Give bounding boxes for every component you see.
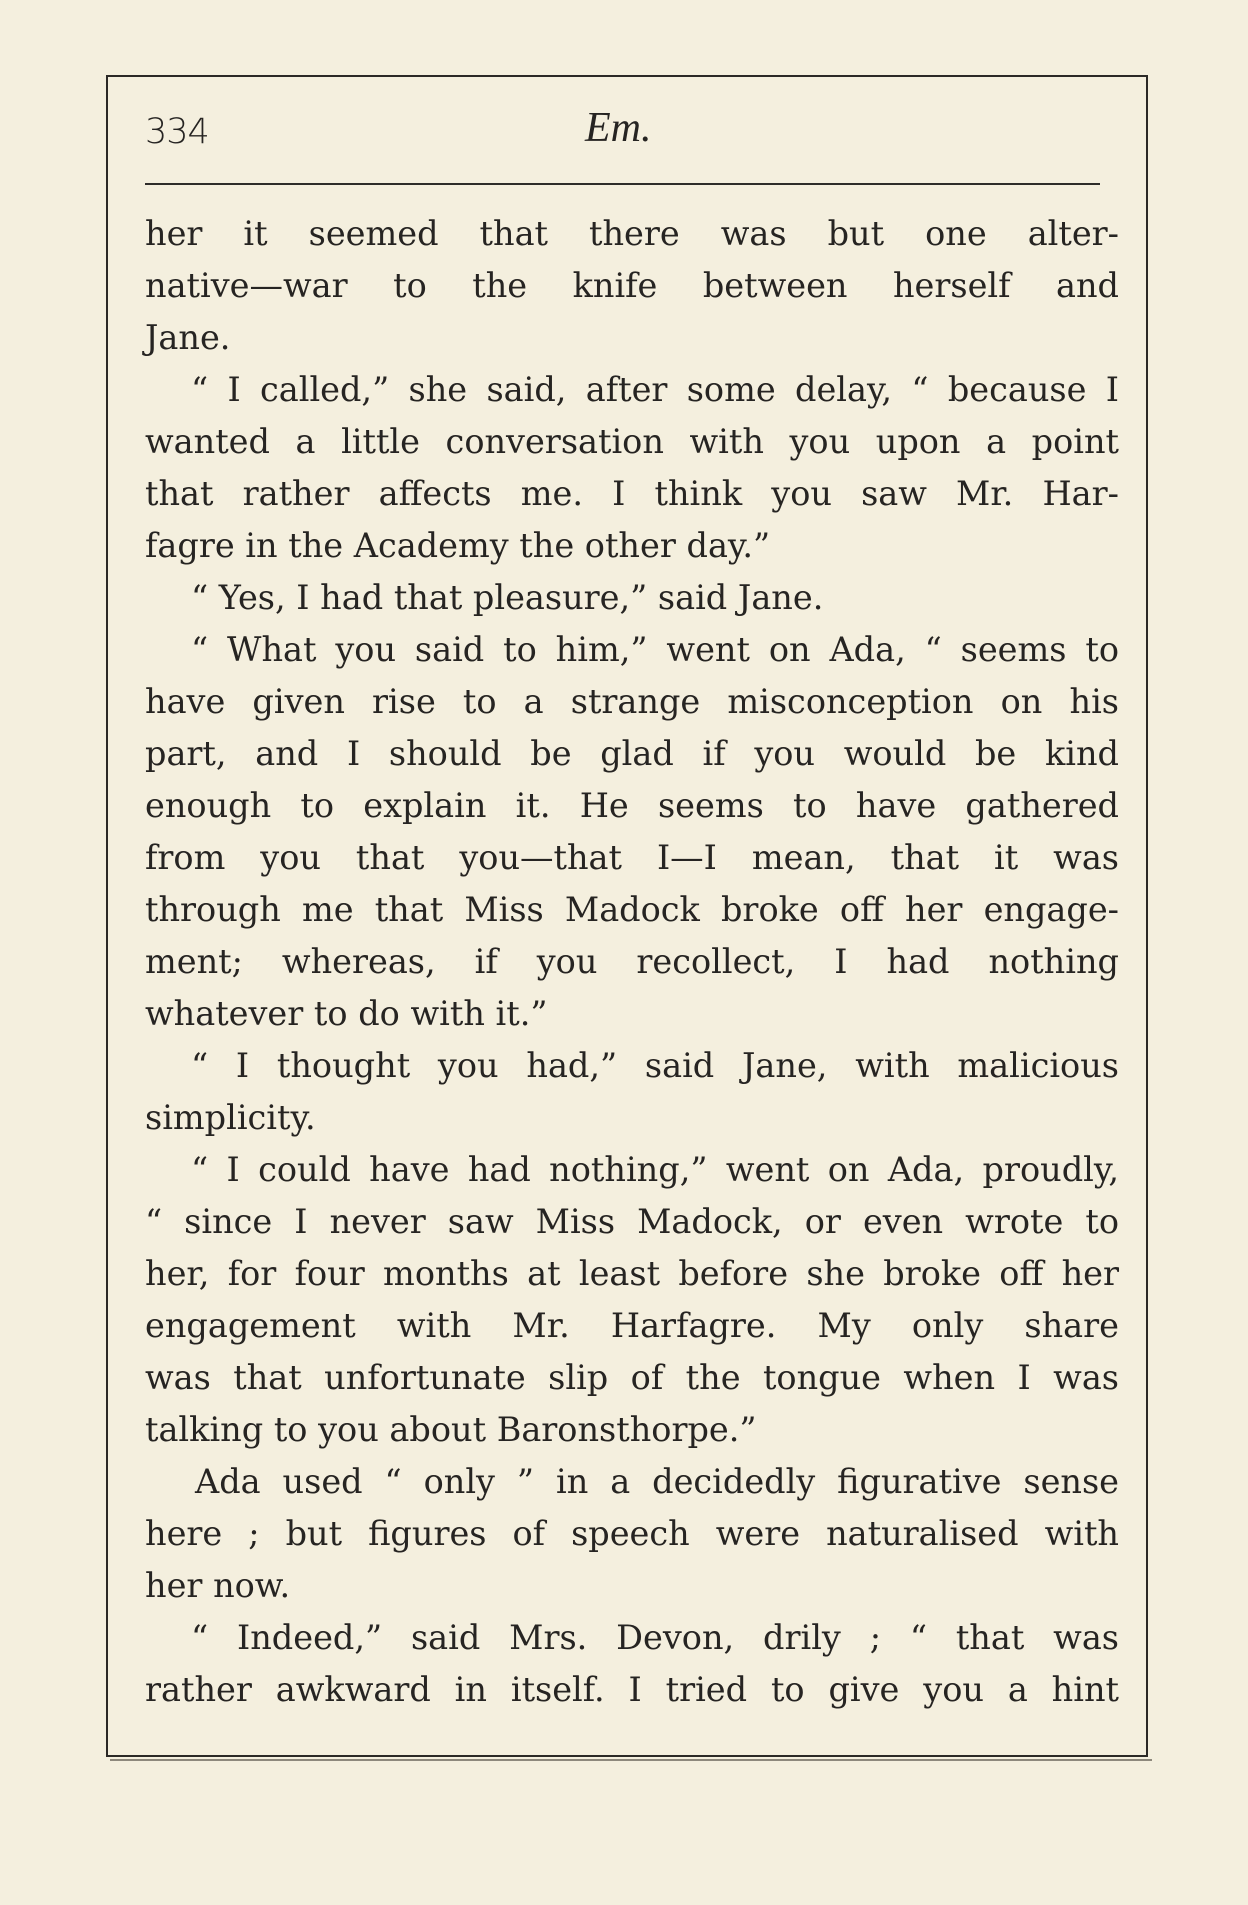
page-border-shadow bbox=[110, 1759, 1152, 1761]
text-line: engagement with Mr. Harfagre. My only share bbox=[145, 1306, 1119, 1345]
text-line: Ada used “ only ” in a decidedly figurative sense bbox=[195, 1462, 1119, 1501]
running-title: Em. bbox=[585, 105, 652, 151]
text-line: her, for four months at least before she broke off her bbox=[145, 1254, 1119, 1293]
text-line: “ Yes, I had that pleasure,” said Jane. bbox=[191, 578, 824, 617]
text-line: “ since I never saw Miss Madock, or even wrote to bbox=[145, 1202, 1119, 1241]
text-line: her now. bbox=[145, 1566, 291, 1605]
body-text bbox=[145, 208, 1119, 1716]
page-number: 334 bbox=[145, 112, 209, 152]
text-line: have given rise to a strange misconception on his bbox=[145, 682, 1119, 721]
text-line: wanted a little conversation with you upon a point bbox=[145, 422, 1119, 461]
text-line: “ I could have had nothing,” went on Ada, proudly, bbox=[191, 1150, 1119, 1189]
text-line: here ; but figures of speech were naturalised with bbox=[145, 1514, 1119, 1553]
text-line: part, and I should be glad if you would be kind bbox=[145, 734, 1119, 773]
text-line: her it seemed that there was but one alter- bbox=[145, 214, 1119, 253]
text-line: fagre in the Academy the other day.” bbox=[145, 526, 771, 565]
text-line: through me that Miss Madock broke off her engage- bbox=[145, 890, 1119, 929]
text-line: that rather affects me. I think you saw Mr. Har- bbox=[145, 474, 1119, 513]
text-line: enough to explain it. He seems to have gathered bbox=[145, 786, 1119, 825]
text-line: “ What you said to him,” went on Ada, “ seems to bbox=[191, 630, 1119, 669]
text-line: native—war to the knife between herself and bbox=[145, 266, 1119, 305]
text-line: from you that you—that I—I mean, that it was bbox=[145, 838, 1119, 877]
page-header bbox=[145, 105, 1100, 182]
text-line: Jane. bbox=[145, 318, 231, 357]
text-line: was that unfortunate slip of the tongue when I was bbox=[145, 1358, 1119, 1397]
text-line: “ Indeed,” said Mrs. Devon, drily ; “ that was bbox=[191, 1618, 1119, 1657]
text-line: “ I thought you had,” said Jane, with malicious bbox=[191, 1046, 1119, 1085]
text-line: whatever to do with it.” bbox=[145, 994, 548, 1033]
text-line: ment; whereas, if you recollect, I had nothing bbox=[145, 942, 1119, 981]
header-rule bbox=[145, 183, 1100, 185]
text-line: simplicity. bbox=[145, 1098, 316, 1137]
text-line: talking to you about Baronsthorpe.” bbox=[145, 1410, 757, 1449]
text-line: “ I called,” she said, after some delay, “ because I bbox=[191, 370, 1119, 409]
text-line: rather awkward in itself. I tried to give you a hint bbox=[145, 1670, 1119, 1709]
